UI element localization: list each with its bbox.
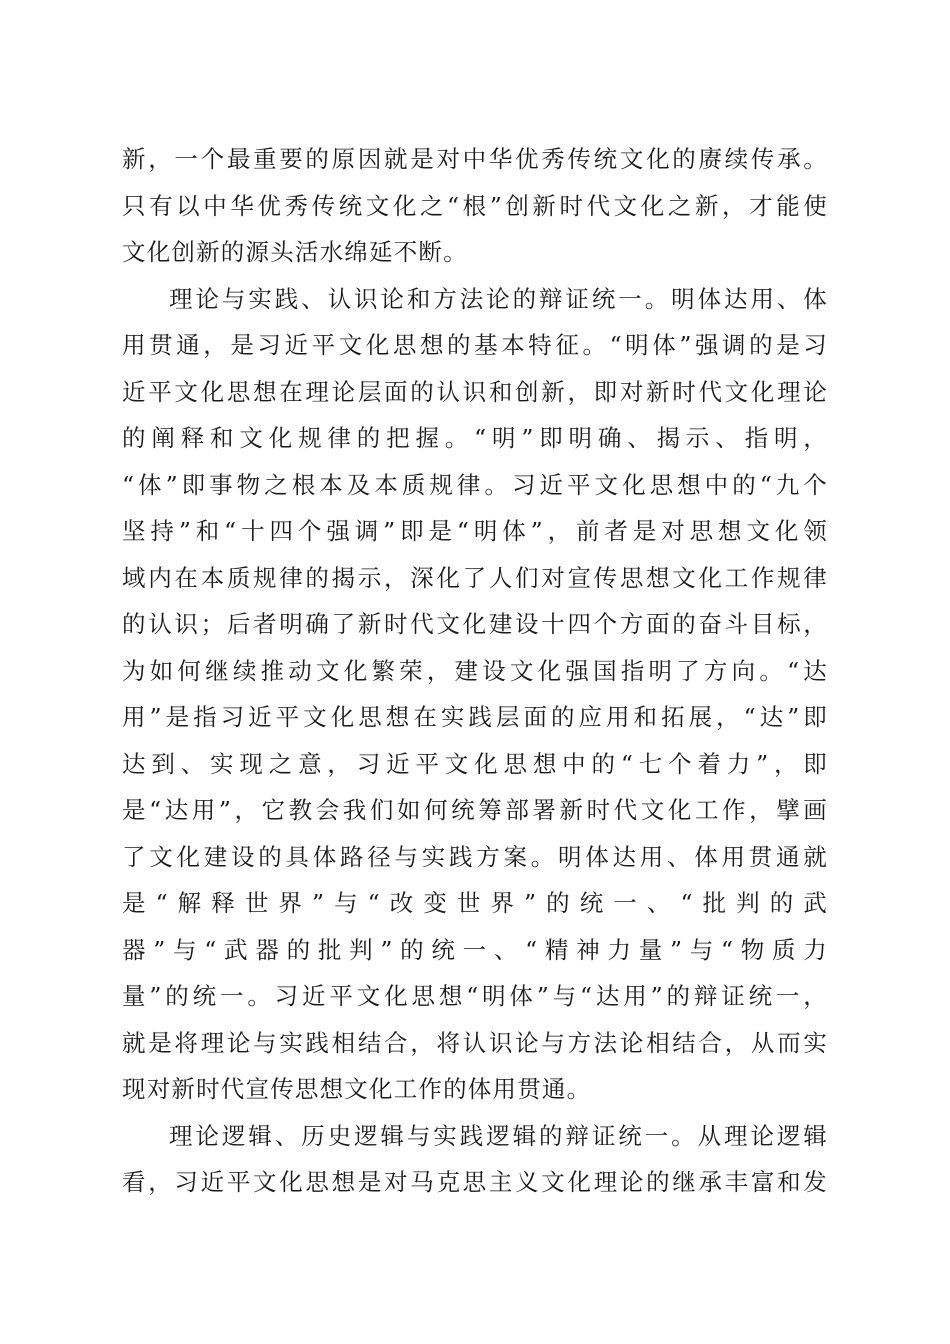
text-line: 坚持”和“十四个强调”即是“明体”，前者是对思想文化领 — [122, 517, 828, 545]
text-line: 用贯通，是习近平文化思想的基本特征。“明体”强调的是习 — [122, 331, 828, 359]
text-line: 用”是指习近平文化思想在实践层面的应用和拓展，“达”即 — [122, 703, 828, 731]
text-line: 了文化建设的具体路径与实践方案。明体达用、体用贯通就 — [122, 842, 828, 871]
text-line: 只有以中华优秀传统文化之“根”创新时代文化之新，才能使 — [122, 191, 828, 220]
paragraph-3 — [122, 1113, 828, 1206]
text-line: 达到、实现之意，习近平文化思想中的“七个着力”，即 — [122, 749, 828, 778]
text-line: 文化创新的源头活水绵延不断。 — [122, 238, 468, 266]
paragraph-1 — [122, 136, 828, 276]
document-body — [122, 136, 828, 1206]
text-line: 为如何继续推动文化繁荣，建设文化强国指明了方向。“达 — [122, 656, 828, 685]
text-line: 域内在本质规律的揭示，深化了人们对宣传思想文化工作规律 — [122, 563, 828, 592]
text-line: 是“解释世界”与“改变世界”的统一、“批判的武 — [122, 889, 828, 917]
text-line: 理论逻辑、历史逻辑与实践逻辑的辩证统一。从理论逻辑 — [169, 1121, 828, 1150]
text-line: 就是将理论与实践相结合，将认识论与方法论相结合，从而实 — [122, 1028, 828, 1057]
text-line: 是“达用”，它教会我们如何统筹部署新时代文化工作，擘画 — [122, 796, 828, 824]
text-line: 新，一个最重要的原因就是对中华优秀传统文化的赓续传承。 — [122, 145, 828, 173]
text-line: “体”即事物之根本及本质规律。习近平文化思想中的“九个 — [122, 470, 828, 499]
text-line: 近平文化思想在理论层面的认识和创新，即对新时代文化理论 — [122, 377, 828, 406]
paragraph-2 — [122, 276, 828, 1113]
text-line: 量”的统一。习近平文化思想“明体”与“达用”的辩证统一， — [122, 982, 828, 1010]
text-line: 的认识；后者明确了新时代文化建设十四个方面的奋斗目标， — [122, 610, 828, 638]
text-line: 器”与“武器的批判”的统一、“精神力量”与“物质力 — [122, 935, 828, 964]
text-line: 理论与实践、认识论和方法论的辩证统一。明体达用、体 — [169, 284, 828, 313]
text-line: 看，习近平文化思想是对马克思主义文化理论的继承丰富和发 — [122, 1168, 828, 1196]
text-line: 现对新时代宣传思想文化工作的体用贯通。 — [122, 1075, 592, 1103]
text-line: 的阐释和文化规律的把握。“明”即明确、揭示、指明， — [122, 424, 828, 452]
